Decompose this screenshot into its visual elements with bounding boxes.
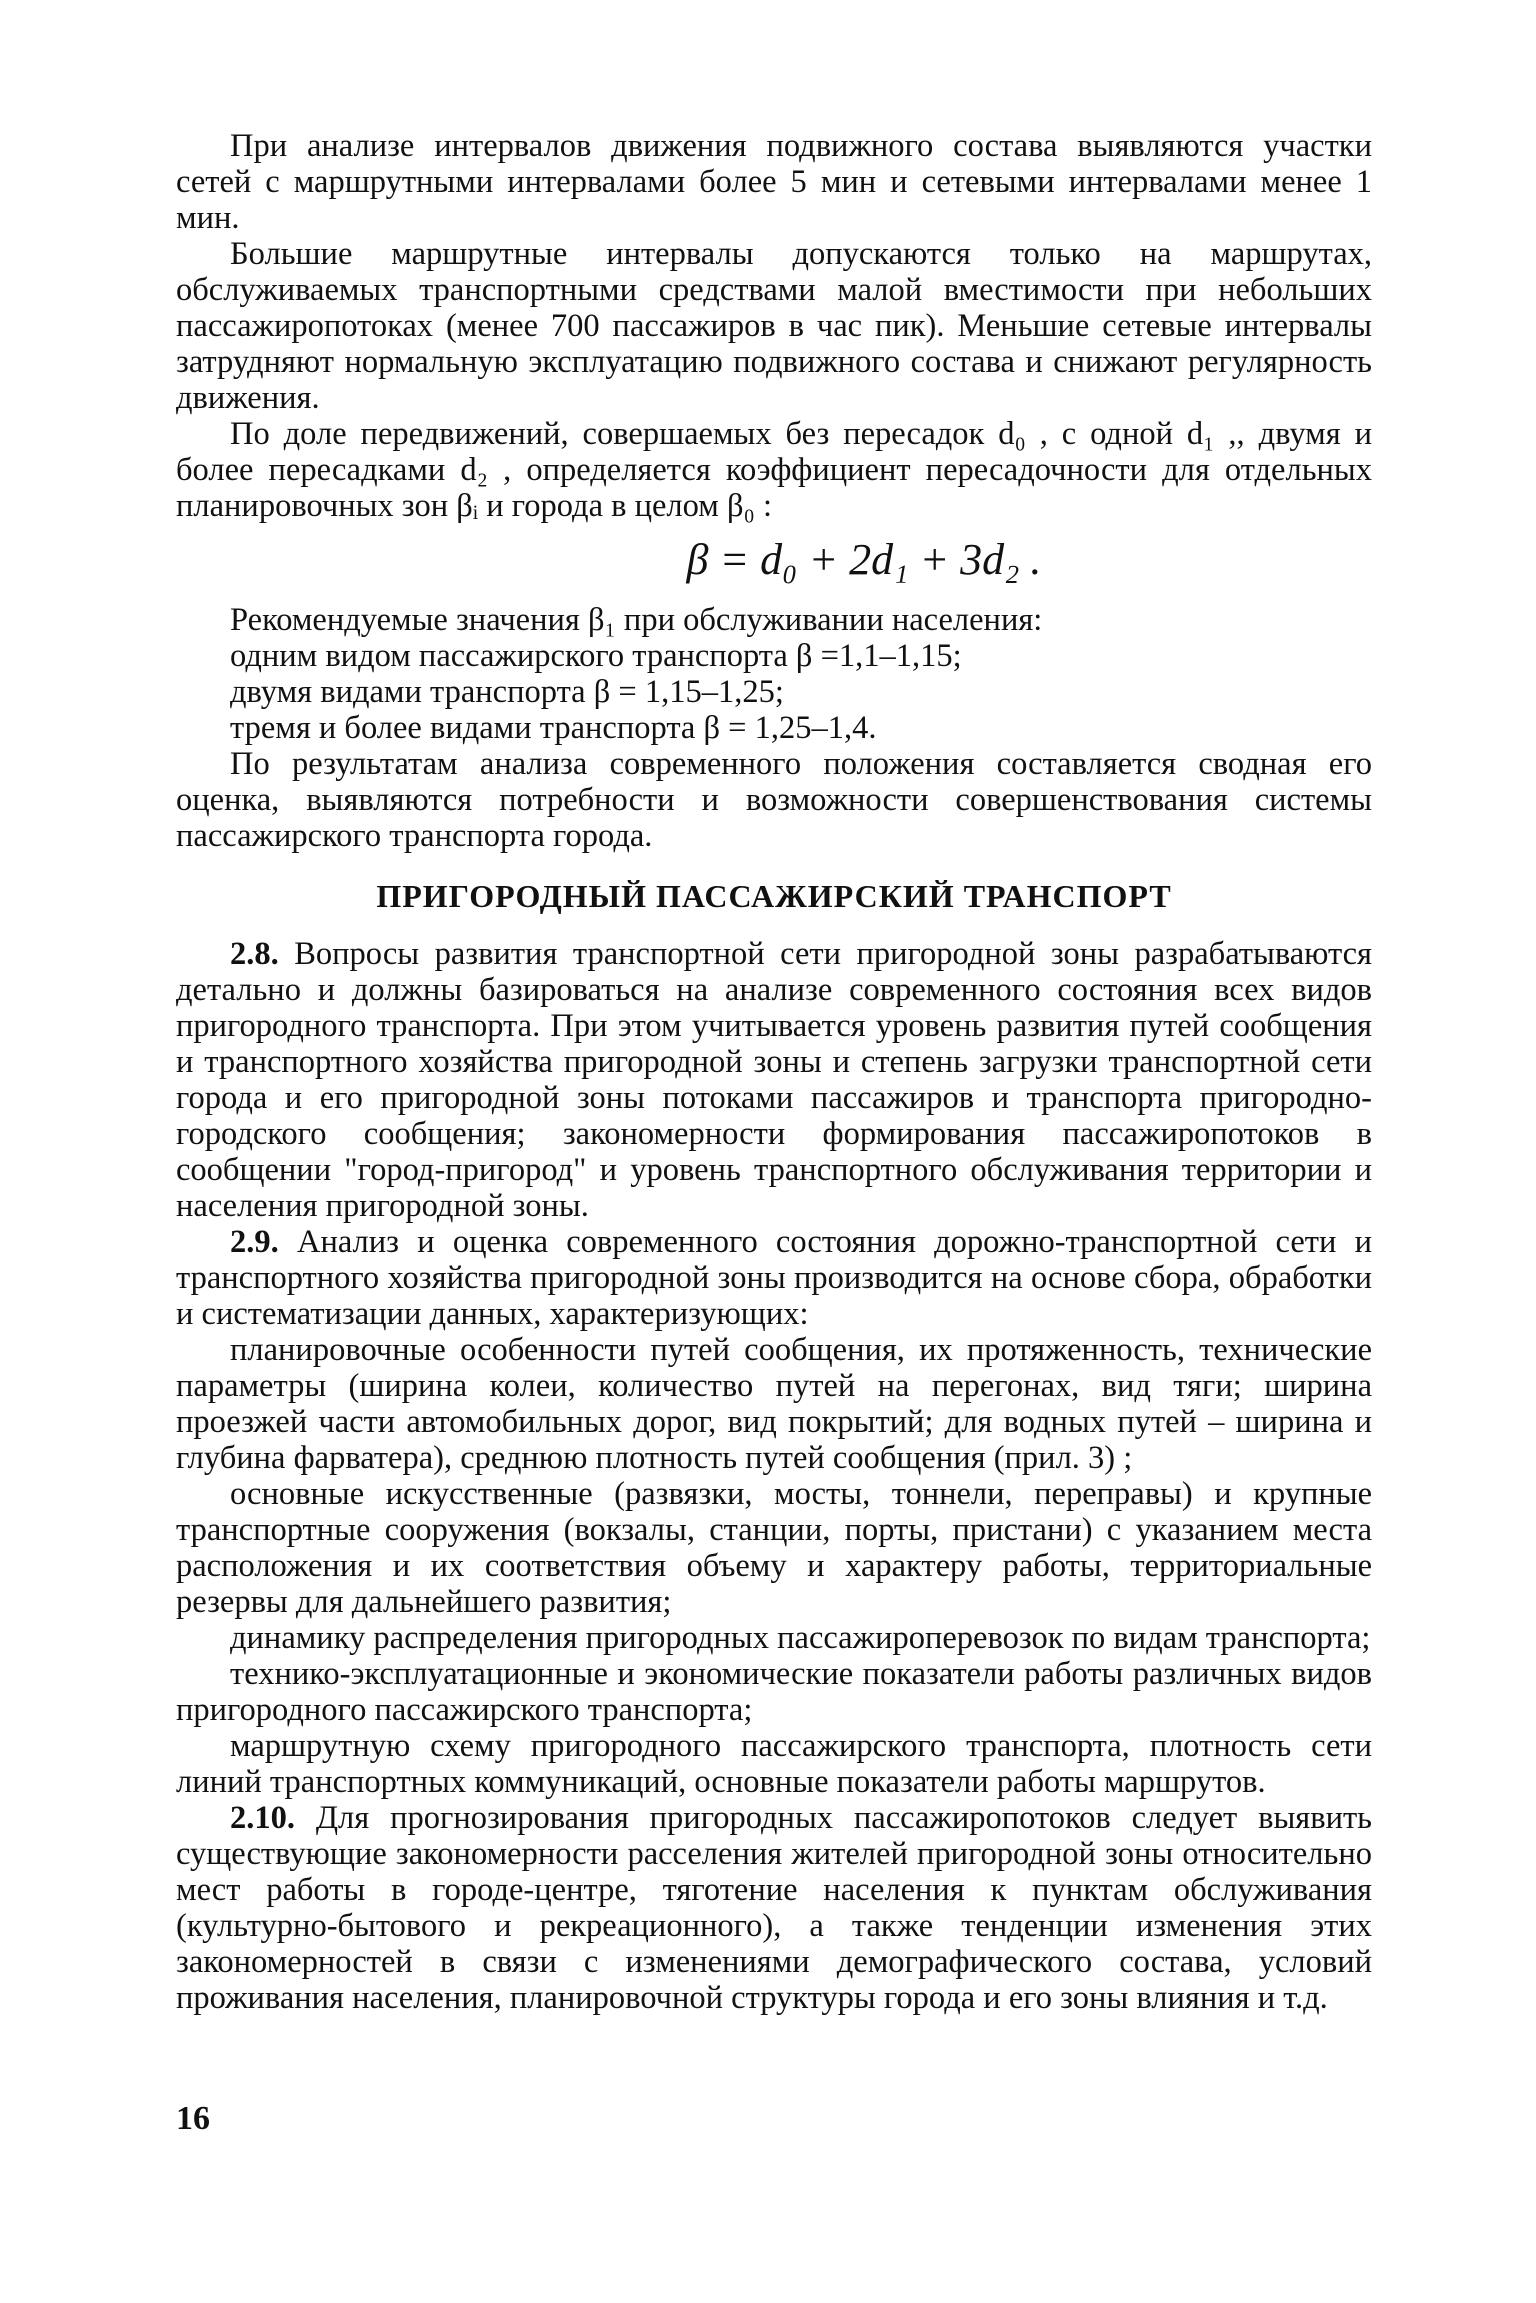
recommended-value-three-modes: тремя и более видами транспорта β = 1,25–1,4. — [230, 710, 877, 746]
section-2-10 — [176, 1800, 1372, 2016]
list-item: технико-эксплуатационные и экономические показатели работы различных видов пригородного пассажирского транспорта; — [176, 1656, 1372, 1728]
list-item: маршрутную схему пригородного пассажирского транспорта, плотность сети линий транспортных коммуникаций, основные показатели работы маршрутов. — [176, 1728, 1372, 1800]
section-2-9-list — [176, 1332, 1372, 1800]
section-2-9 — [176, 1224, 1372, 1332]
section-2-9-number: 2.9. — [230, 1224, 279, 1260]
list-item: динамику распределения пригородных пассажироперевозок по видам транспорта; — [230, 1620, 1371, 1656]
section-2-8-text: Вопросы развития транспортной сети пригородной зоны разрабатываются детально и должны базироваться на анализе современного состояния всех видов пригородного транспорта. При этом учитывается уровень развития путей сообщения и транспортного хозяйства пригородной зоны и степень загрузки транспортной сети города и его пригородной зоны потоками пассажиров и транспорта пригородно-городского сообщения; закономерности формирования пассажиропотоков в сообщении "город-пригород" и уровень транспортного обслуживания территории и населения пригородной зоны. — [176, 936, 1373, 1224]
section-heading: ПРИГОРОДНЫЙ ПАССАЖИРСКИЙ ТРАНСПОРТ — [376, 878, 1172, 914]
section-2-8 — [176, 936, 1372, 1224]
paragraph-summary: По результатам анализа современного положения составляется сводная его оценка, выявляются потребности и возможности совершенствования системы пассажирского транспорта города. — [176, 746, 1372, 854]
paragraph-intervals: При анализе интервалов движения подвижного состава выявляются участки сетей с маршрутными интервалами более 5 мин и сетевыми интервалами менее 1 мин. — [176, 128, 1372, 236]
recommended-value-two-modes: двумя видами транспорта β = 1,15–1,25; — [230, 674, 784, 710]
recommended-values — [176, 602, 1372, 746]
transfer-formula: β = d₀ + 2d₁ + 3d₂ . — [686, 535, 1042, 584]
paragraph-transfer-coefficient: По доле передвижений, совершаемых без пересадок d₀ , с одной d₁ ,, двумя и более пересадками d₂ , определяется коэффициент пересадочности для отдельных планировочных зон βᵢ и города в целом β₀ : — [176, 416, 1372, 524]
section-2-8-number: 2.8. — [230, 936, 279, 972]
section-2-10-text: Для прогнозирования пригородных пассажиропотоков следует выявить существующие закономерности расселения жителей пригородной зоны относительно мест работы в городе-центре, тяготение населения к пунктам обслуживания (культурно-бытового и рекреационного), а также тенденции изменения этих закономерностей в связи с изменениями демографического состава, условий проживания населения, планировочной структуры города и его зоны влияния и т.д. — [176, 1800, 1372, 2016]
list-item: основные искусственные (развязки, мосты, тоннели, переправы) и крупные транспортные сооружения (вокзалы, станции, порты, пристани) с указанием места расположения и их соответствия объему и характеру работы, территориальные резервы для дальнейшего развития; — [176, 1476, 1372, 1620]
recommended-values-intro: Рекомендуемые значения β₁ при обслуживании населения: — [230, 602, 1043, 638]
page-number: 16 — [176, 2100, 210, 2137]
recommended-value-one-mode: одним видом пассажирского транспорта β =1,1–1,15; — [230, 638, 962, 674]
page-body — [176, 128, 1372, 2016]
list-item: планировочные особенности путей сообщения, их протяженность, технические параметры (ширина колеи, количество путей на перегонах, вид тяги; ширина проезжей части автомобильных дорог, вид покрытий; для водных путей – ширина и глубина фарватера), среднюю плотность путей сообщения (прил. 3) ; — [176, 1332, 1372, 1476]
section-2-9-text: Анализ и оценка современного состояния дорожно-транспортной сети и транспортного хозяйства пригородной зоны производится на основе сбора, обработки и систематизации данных, характеризующих: — [176, 1224, 1373, 1332]
paragraph-large-intervals: Большие маршрутные интервалы допускаются только на маршрутах, обслуживаемых транспортными средствами малой вместимости при небольших пассажиропотоках (менее 700 пассажиров в час пик). Меньшие сетевые интервалы затрудняют нормальную эксплуатацию подвижного состава и снижают регулярность движения. — [176, 236, 1372, 416]
section-2-10-number: 2.10. — [230, 1800, 295, 1836]
